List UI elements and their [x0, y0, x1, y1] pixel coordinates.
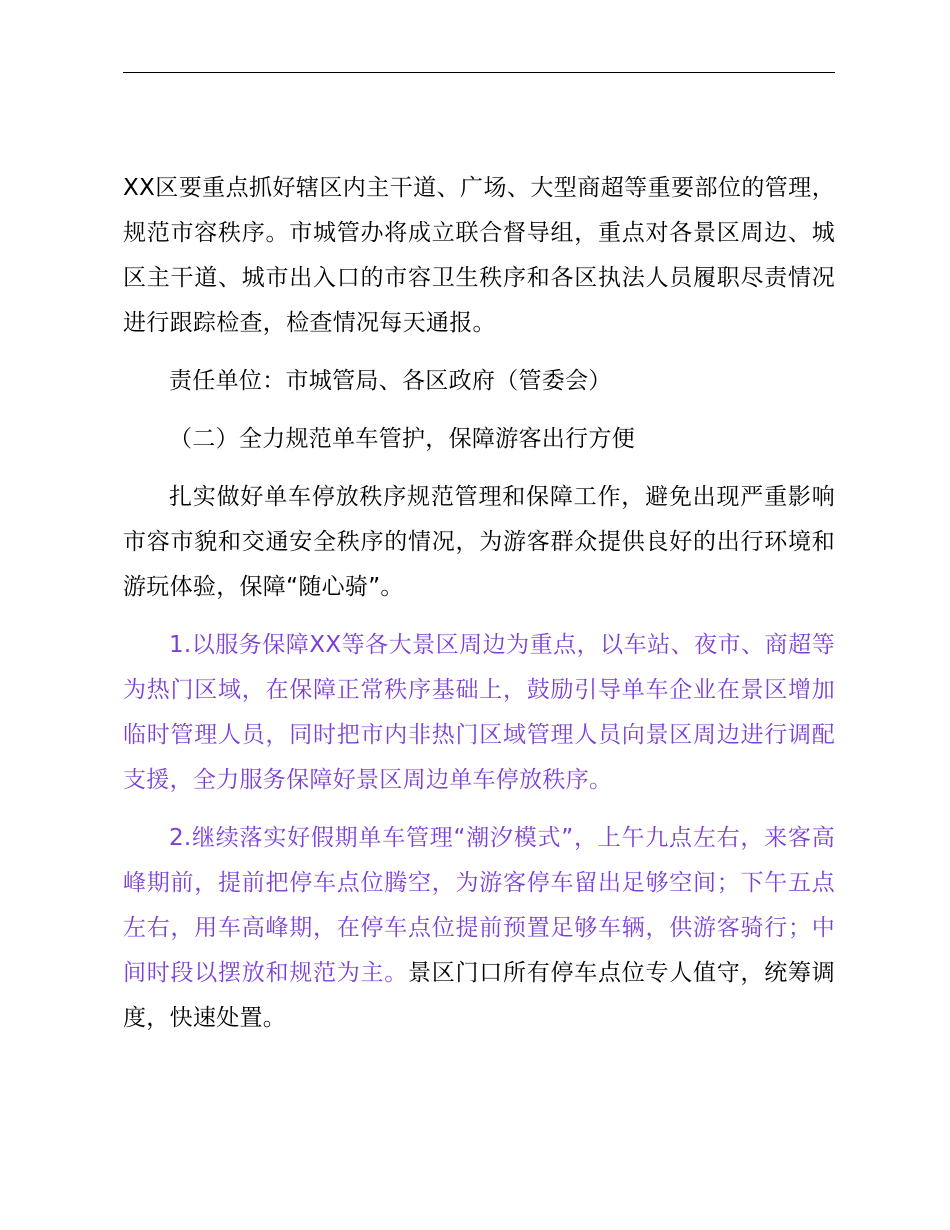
paragraph-5-highlight-text: 1.以服务保障XX等各大景区周边为重点，以车站、夜市、商超等为热门区域，在保障正常秩序基础上，鼓励引导单车企业在景区增加临时管理人员，同时把市内非热门区域管理人员向景区周边进行调配支援，全力服务保障好景区周边单车停放秩序。 [123, 632, 835, 793]
document-body [123, 166, 835, 1054]
section-heading [123, 417, 835, 462]
paragraph-4 [123, 475, 835, 610]
paragraph-1-text: XX区要重点抓好辖区内主干道、广场、大型商超等重要部位的管理，规范市容秩序。市城管办将成立联合督导组，重点对各景区周边、城区主干道、城市出入口的市容卫生秩序和各区执法人员履职尽责情况进行跟踪检查，检查情况每天通报。 [123, 175, 835, 336]
paragraph-6-plain-text: 景区门口所有停车点位专人值守，统筹调度，快速处置。 [123, 960, 835, 1031]
paragraph-6-highlight-text: 2.继续落实好假期单车管理“潮汐模式”，上午九点左右，来客高峰期前，提前把停车点位腾空，为游客停车留出足够空间；下午五点左右，用车高峰期，在停车点位提前预置足够车辆，供游客骑行；中间时段以摆放和规范为主。 [123, 825, 835, 986]
paragraph-6 [123, 816, 835, 1041]
paragraph-5 [123, 623, 835, 803]
paragraph-1 [123, 166, 835, 346]
paragraph-2 [123, 359, 835, 404]
section-heading-text: （二）全力规范单车管护，保障游客出行方便 [169, 426, 635, 452]
header-rule [123, 72, 835, 73]
paragraph-4-text: 扎实做好单车停放秩序规范管理和保障工作，避免出现严重影响市容市貌和交通安全秩序的情况，为游客群众提供良好的出行环境和游玩体验，保障“随心骑”。 [123, 484, 835, 600]
paragraph-2-text: 责任单位：市城管局、各区政府（管委会） [169, 368, 612, 394]
